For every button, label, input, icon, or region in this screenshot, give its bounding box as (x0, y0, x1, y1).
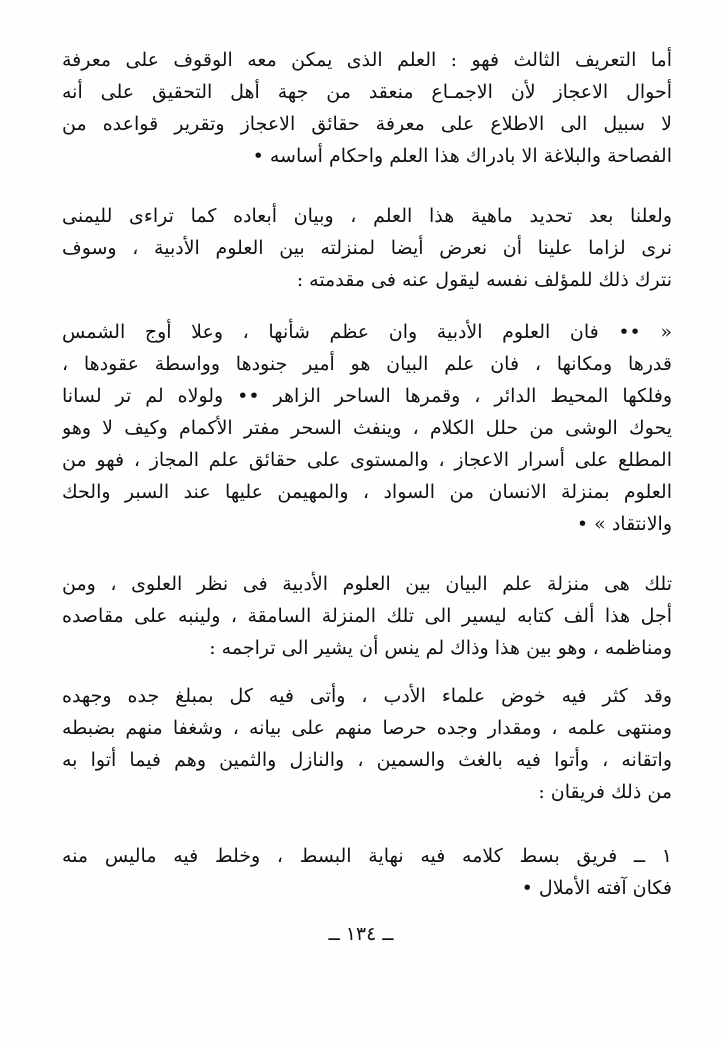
paragraph-rhetoric-status (62, 568, 672, 664)
text-line: من ذلك فريقان : (538, 781, 672, 803)
text-line: تلك هى منزلة علم البيان بين العلوم الأدبية فى نظر العلوى ، ومن (62, 573, 672, 595)
text-line: أحوال الاعجاز لأن الاجمـاع منعقد من جهة أهل التحقيق على أنه (62, 81, 672, 103)
text-line: نرى لزاما علينا أن نعرض أيضا لمنزلته بين العلوم الأدبية ، وسوف (62, 237, 672, 259)
text-line: والانتقاد » • (576, 513, 672, 535)
paragraph-scholars (62, 680, 672, 808)
text-line: نترك ذلك للمؤلف نفسه ليقول عنه فى مقدمته : (296, 269, 672, 291)
paragraph-third-definition (62, 44, 672, 172)
text-line: ومناظمه ، وهو بين هذا وذاك لم ينس أن يشير الى تراجمه : (209, 637, 672, 659)
paragraph-status-intro (62, 200, 672, 296)
text-line: قدرها ومكانها ، فان علم البيان هو أمير جنودها وواسطة عقودها ، (62, 353, 672, 375)
paragraph-author-quote (62, 316, 672, 540)
paragraph-first-group (62, 840, 672, 904)
text-line: « •• فان العلوم الأدبية وان عظم شأنها ، وعلا أوج الشمس (62, 321, 672, 343)
text-line: وفلكها المحيط الدائر ، وقمرها الساحر الزاهر •• ولولاه لم تر لسانا (62, 385, 672, 407)
text-line: ومنتهى علمه ، ومقدار وجده حرصا منهم على بيانه ، وشغفا منهم بضبطه (62, 717, 672, 739)
text-line: أجل هذا ألف كتابه ليسير الى تلك المنزلة السامقة ، ولينبه على مقاصده (62, 605, 672, 627)
text-line: الفصاحة والبلاغة الا بادراك هذا العلم واحكام أساسه • (252, 145, 672, 167)
text-line: المطلع على أسرار الاعجاز ، والمستوى على حقائق علم المجاز ، فهو من (62, 449, 672, 471)
text-line: لا سبيل الى الاطلاع على معرفة حقائق الاعجاز وتقرير قواعده من (62, 113, 672, 135)
text-line: ولعلنا بعد تحديد ماهية هذا العلم ، وبيان أبعاده كما تراءى لليمنى (62, 205, 672, 227)
text-line: ١ ــ فريق بسط كلامه فيه نهاية البسط ، وخلط فيه ماليس منه (62, 845, 672, 867)
text-line: واتقانه ، وأتوا فيه بالغث والسمين ، والنازل والثمين وهم فيما أتوا به (62, 749, 672, 771)
text-line: العلوم بمنزلة الانسان من السواد ، والمهيمن عليها عند السبر والحك (62, 481, 672, 503)
text-line: أما التعريف الثالث فهو : العلم الذى يمكن معه الوقوف على معرفة (62, 49, 672, 71)
page-number: ــ ١٣٤ ــ (328, 923, 394, 945)
text-line: فكان آفته الأملال • (521, 877, 672, 899)
text-line: يحوك الوشى من حلل الكلام ، وينفث السحر مفتر الأكمام وكيف لا وهو (62, 417, 672, 439)
text-line: وقد كثر فيه خوض علماء الأدب ، وأتى فيه كل بمبلغ جده وجهده (62, 685, 672, 707)
